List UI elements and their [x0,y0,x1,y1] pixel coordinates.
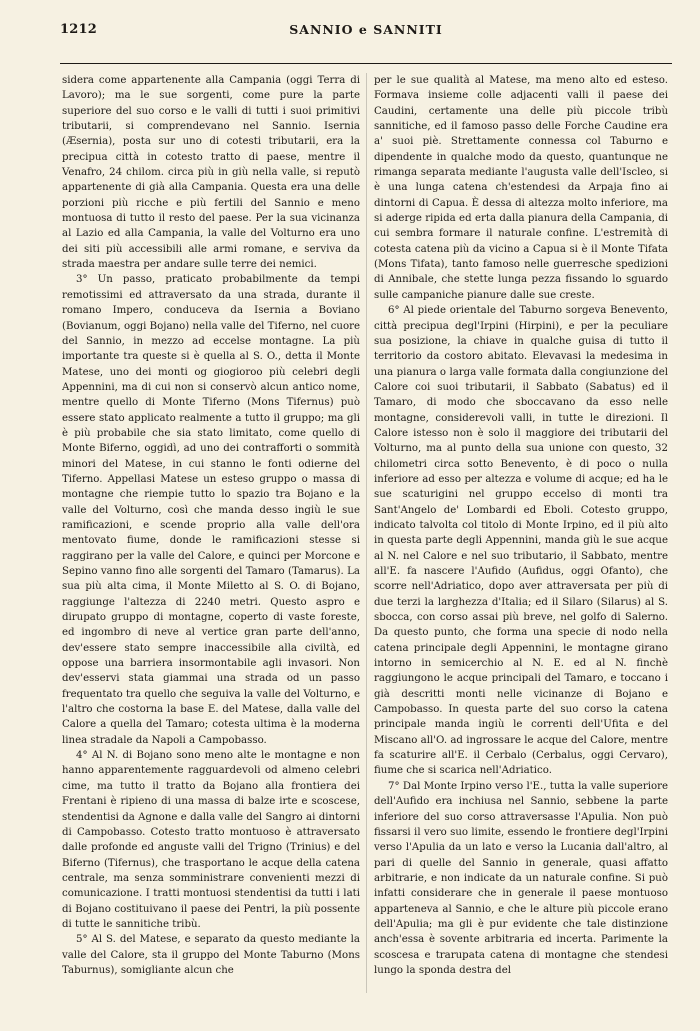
page-header [60,22,672,40]
paragraph-5: 5° Al S. del Matese, e separato da questo mediante la valle del Calore, sta il gruppo del Monte Taburno (Mons Taburnus), somigliante alcun che [62,934,360,976]
paragraph-5-continuation: per le sue qualità al Matese, ma meno alto ed esteso. Formava insieme colle adjacenti valli il paese dei Caudini, certamente una delle più piccole tribù sannitiche, ed il famoso passo delle Forche Caudine era a' suoi piè. Strettamente connessa col Taburno e dipendente in qualche modo da questo, quantunque ne rimanga separata mediante l'augusta valle dell'Iscleo, si è una lunga catena ch'estendesi da Arpaja fino ai dintorni di Capua. È dessa di altezza molto inferiore, ma si aderge ripida ed erta dalla pianura della Campania, di cui sembra formare il naturale confine. L'estremità di cotesta catena più da vicino a Capua si è il Monte Tifata (Mons Tifata), tanto famoso nelle guerresche spedizioni di Annibale, che stette lunga pezza fissando lo sguardo sulle campaniche pianure dalle sue creste. [374,75,668,301]
page-number: 1212 [60,22,97,37]
left-column [62,73,360,978]
paragraph-7: 7° Dal Monte Irpino verso l'E., tutta la valle superiore dell'Aufido era inchiusa nel Sannio, sebbene la parte inferiore del suo corso attraversasse l'Apulia. Non può fissarsi il vero suo limite, essendo le frontiere degl'Irpini verso l'Apulia da un lato e verso la Lucania dall'altro, al pari di quelle del Sannio in generale, quasi affatto arbitrarie, e non indicate da un naturale confine. Si può infatti considerare che in generale il paese montuoso apparteneva al Sannio, e che le alture più piccole erano dell'Apulia; ma gli è pur evidente che tale distinzione anch'essa è sovente arbitraria ed incerta. Parimente la scoscesa e trarupata catena di montagne che stendesi lungo la sponda destra del [374,780,668,976]
column-divider [366,73,367,993]
header-rule [60,63,672,64]
paragraph-3: 3° Un passo, praticato probabilmente da tempi remotissimi ed attraversato da una strada, durante il romano Impero, conduceva da Isernia a Boviano (Bovianum, oggi Bojano) nella valle del Tiferno, nel cuore del Sannio, in mezzo ad eccelse montagne. La più importante tra queste si è quella al S. O., detta il Monte Matese, uno dei monti og giogioroo più celebri degli Appennini, ma di cui non si conservò alcun antico nome, mentre quello di Monte Tiferno (Mons Tifernus) può essere stato applicato realmente a tutto il gruppo; ma gli è più probabile che sia stato limitato, come quello di Monte Biferno, oggidì, ad uno dei contrafforti o sommità minori del Matese, in cui stanno le fonti odierne del Tiferno. Appellasi Matese un esteso gruppo o massa di montagne che riempie tutto lo spazio tra Bojano e la valle del Volturno, così che manda desso ingiù le sue ramificazioni, e scende proprio alla valle dell'ora mentovato fiume, donde le ramificazioni stesse si raggirano per la valle del Calore, e quinci per Morcone e Sepino vanno fino alle sorgenti del Tamaro (Tamarus). La sua più alta cima, il Monte Miletto al S. O. di Bojano, raggiunge l'altezza di 2240 metri. Questo aspro e dirupato gruppo di montagne, coperto di vaste foreste, ed ingombro di neve al vertice gran parte dell'anno, dev'essere stato sempre inaccessibile alla civiltà, ed oppose una barriera insormontabile agli invasori. Non dev'esservi stata giammai una strada od un passo frequentato tra quello che seguiva la valle del Volturno, e l'altro che costorna la base E. del Matese, dalla valle del Calore a quella del Tamaro; cotesta ultima è la moderna linea stradale da Napoli a Campobasso. [62,274,360,746]
paragraph-continuation: sidera come appartenente alla Campania (oggi Terra di Lavoro); ma le sue sorgenti, come pure la parte superiore del suo corso e le valli di tutti i suoi primitivi tributarii, si comprendevano nel Sannio. Isernia (Æsernia), posta sur uno di cotesti tributarii, era la precipua città in cotesto tratto di paese, mentre il Venafro, 24 chilom. circa più in giù nella valle, si reputò appartenente di già alla Campania. Questa era una delle porzioni più ricche e più fertili del Sannio e meno montuosa di tutto il resto del paese. Per la sua vicinanza al Lazio ed alla Campania, la valle del Volturno era uno dei siti più accessibili alle armi romane, e serviva da strada maestra per andare sulle terre dei nemici. [62,75,360,271]
right-column [374,73,668,978]
paragraph-4: 4° Al N. di Bojano sono meno alte le montagne e non hanno apparentemente ragguardevoli od almeno celebri cime, ma tutto il tratto da Bojano alla frontiera dei Frentani è ripieno di una massa di balze irte e scoscese, stendentisi da Agnone e dalla valle del Sangro ai dintorni di Campobasso. Cotesto tratto montuoso è attraversato dalle profonde ed anguste valli del Trigno (Trinius) e del Biferno (Tifernus), che trasportano le acque della catena centrale, ma senza somministrare convenienti mezzi di comunicazione. I tratti montuosi stendentisi da tutti i lati di Bojano costituivano il paese dei Pentri, la più possente di tutte le sannitiche tribù. [62,750,360,930]
paragraph-6: 6° Al piede orientale del Taburno sorgeva Benevento, città precipua degl'Irpini (Hirpini), e per la peculiare sua posizione, la chiave in qualche guisa di tutto il territorio da costoro abitato. Elevavasi la medesima in una pianura o larga valle formata dalla congiunzione del Calore coi suoi tributarii, il Sabbato (Sabatus) ed il Tamaro, di modo che sboccavano da esso nelle montagne, considerevoli valli, in tutte le direzioni. Il Calore istesso non è solo il maggiore dei tributarii del Volturno, ma al punto della sua unione con questo, 32 chilometri circa sotto Benevento, è di poco o nulla inferiore ad esso per altezza e volume di acque; ed ha le sue scaturigini nel gruppo eccelso di monti tra Sant'Angelo de' Lombardi ed Eboli. Cotesto gruppo, indicato talvolta col titolo di Monte Irpino, ed il più alto in questa parte degli Appennini, manda giù le sue acque al N. nel Calore e nel suo tributario, il Sabbato, mentre all'E. fa nascere l'Aufido (Aufidus, oggi Ofanto), che scorre nell'Adriatico, dopo aver attraversata per più di due terzi la larghezza d'Italia; ed il Silaro (Silarus) al S. sbocca, con corso assai più breve, nel golfo di Salerno. Da questo punto, che forma una specie di nodo nella catena principale degli Appennini, le montagne girano intorno in semicerchio al N. E. ed al N. finchè raggiungono le acque principali del Tamaro, e toccano i già descritti monti nelle vicinanze di Bojano e Campobasso. In questa parte del suo corso la catena principale manda ingiù le correnti dell'Ufita e del Miscano all'O. ad ingrossare le acque del Calore, mentre fa scaturire all'E. il Cerbalo (Cerbalus, oggi Cervaro), fiume che si scarica nell'Adriatico. [374,305,668,777]
running-title: SANNIO e SANNITI [289,22,443,37]
